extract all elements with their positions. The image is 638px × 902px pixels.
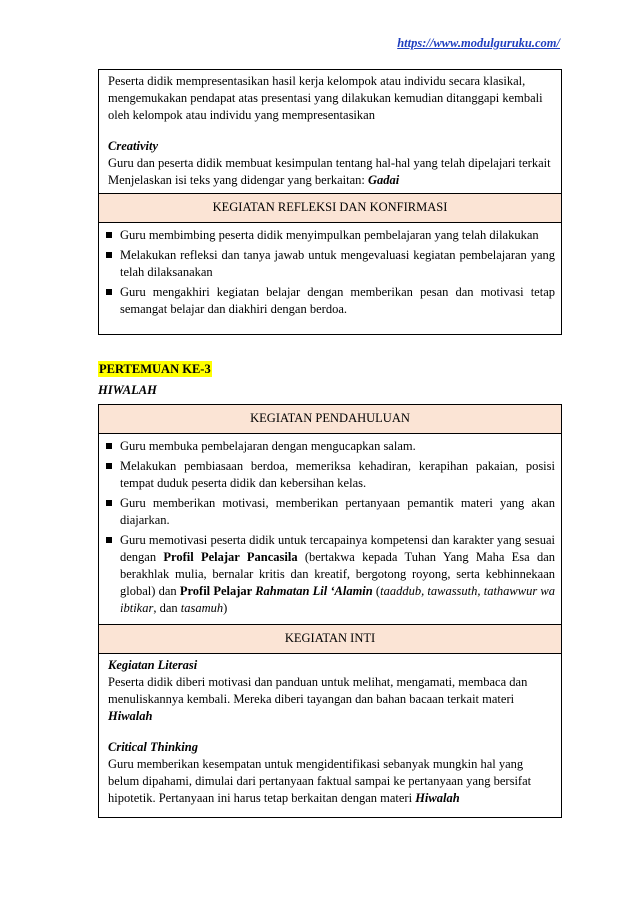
header-url-link[interactable]: https://www.modulguruku.com/ xyxy=(397,36,560,50)
critical-topic: Hiwalah xyxy=(415,791,460,805)
profil-part5: ) xyxy=(223,601,228,615)
profil-part1: Guru memotivasi peserta didik untuk tercapainya kompetensi dan karakter yang sesuai dengan xyxy=(120,533,555,564)
profil-pelajar: Profil Pelajar xyxy=(179,584,256,598)
activity-table-1 xyxy=(98,69,562,335)
list-item-profil xyxy=(99,532,555,617)
critical-text xyxy=(108,756,553,807)
pertemuan-label: PERTEMUAN KE-3 xyxy=(99,362,211,376)
refleksi-list xyxy=(99,223,561,325)
square-bullet-icon xyxy=(106,463,112,469)
creativity-topic: Gadai xyxy=(368,173,400,187)
list-item-text: Guru membimbing peserta didik menyimpulkan pembelajaran yang telah dilakukan xyxy=(120,228,539,242)
inti-cell xyxy=(99,654,561,811)
profil-part4: , dan xyxy=(153,601,181,615)
list-item-text: Guru memberikan motivasi, memberikan pertanyaan pemantik materi yang akan diajarkan. xyxy=(120,496,555,527)
literasi-body: Peserta didik diberi motivasi dan panduan untuk melihat, mengamati, membaca dan menuliskannya kembali. Mereka diberi tayangan dan bahan bacaan terkait materi xyxy=(108,675,528,706)
list-item xyxy=(99,458,555,492)
square-bullet-icon xyxy=(106,443,112,449)
list-item xyxy=(99,247,555,281)
pendahuluan-list xyxy=(99,434,561,624)
profil-text xyxy=(120,533,555,615)
list-item-text: Melakukan pembiasaan berdoa, memeriksa kehadiran, kerapihan pakaian, posisi tempat duduk peserta didik dan kebersihan kelas. xyxy=(120,459,555,490)
square-bullet-icon xyxy=(106,252,112,258)
creativity-title: Creativity xyxy=(108,139,158,153)
critical-title: Critical Thinking xyxy=(108,740,198,754)
list-item xyxy=(99,284,555,318)
critical-body: Guru memberikan kesempatan untuk mengidentifikasi sebanyak mungkin hal yang belum dipahami, dimulai dari pertanyaan faktual sampai ke pertanyaan yang bersifat hipotetik. Pertanyaan ini harus tetap berkaitan dengan materi xyxy=(108,757,532,805)
square-bullet-icon xyxy=(106,289,112,295)
refleksi-header: KEGIATAN REFLEKSI DAN KONFIRMASI xyxy=(99,193,561,223)
profil-tasamuh: tasamuh xyxy=(180,601,224,615)
inti-header: KEGIATAN INTI xyxy=(99,624,561,654)
square-bullet-icon xyxy=(106,500,112,506)
list-item xyxy=(99,227,555,244)
list-item xyxy=(99,438,555,455)
list-item-text: Guru membuka pembelajaran dengan mengucapkan salam. xyxy=(120,439,416,453)
pertemuan-topic: HIWALAH xyxy=(98,383,157,397)
pendahuluan-header: KEGIATAN PENDAHULUAN xyxy=(99,405,561,434)
literasi-text xyxy=(108,674,553,725)
list-item xyxy=(99,495,555,529)
literasi-topic: Hiwalah xyxy=(108,709,153,723)
presentation-cell xyxy=(99,70,561,193)
profil-part3: ( xyxy=(372,584,381,598)
literasi-title: Kegiatan Literasi xyxy=(108,658,198,672)
profil-rahmatan: Rahmatan Lil ‘Alamin xyxy=(255,584,373,598)
creativity-text xyxy=(108,155,553,189)
profil-part2: (bertakwa kepada Tuhan Yang Maha Esa dan berakhlak mulia, bernalar kritis dan kreatif, bergotong royong, serta kebhinnekaan global) dan xyxy=(120,550,555,598)
presentation-text: Peserta didik mempresentasikan hasil kerja kelompok atau individu secara klasikal, mengemukakan pendapat atas presentasi yang dilakukan kemudian ditanggapi kembali oleh kelompok atau individu yang mempresentasikan xyxy=(108,74,543,122)
square-bullet-icon xyxy=(106,232,112,238)
profil-pancasila: Profil Pelajar Pancasila xyxy=(163,550,298,564)
creativity-body: Guru dan peserta didik membuat kesimpulan tentang hal-hal yang telah dipelajari terkait Menjelaskan isi teks yang didengar yang berkaitan: xyxy=(108,156,551,187)
profil-values: taaddub, tawassuth, tathawwur wa ibtikar xyxy=(120,584,555,615)
list-item-text: Melakukan refleksi dan tanya jawab untuk mengevaluasi kegiatan pembelajaran yang telah dilaksanakan xyxy=(120,248,555,279)
activity-table-2 xyxy=(98,404,562,818)
square-bullet-icon xyxy=(106,537,112,543)
list-item-text: Guru mengakhiri kegiatan belajar dengan memberikan pesan dan motivasi tetap semangat belajar dan diakhiri dengan berdoa. xyxy=(120,285,555,316)
